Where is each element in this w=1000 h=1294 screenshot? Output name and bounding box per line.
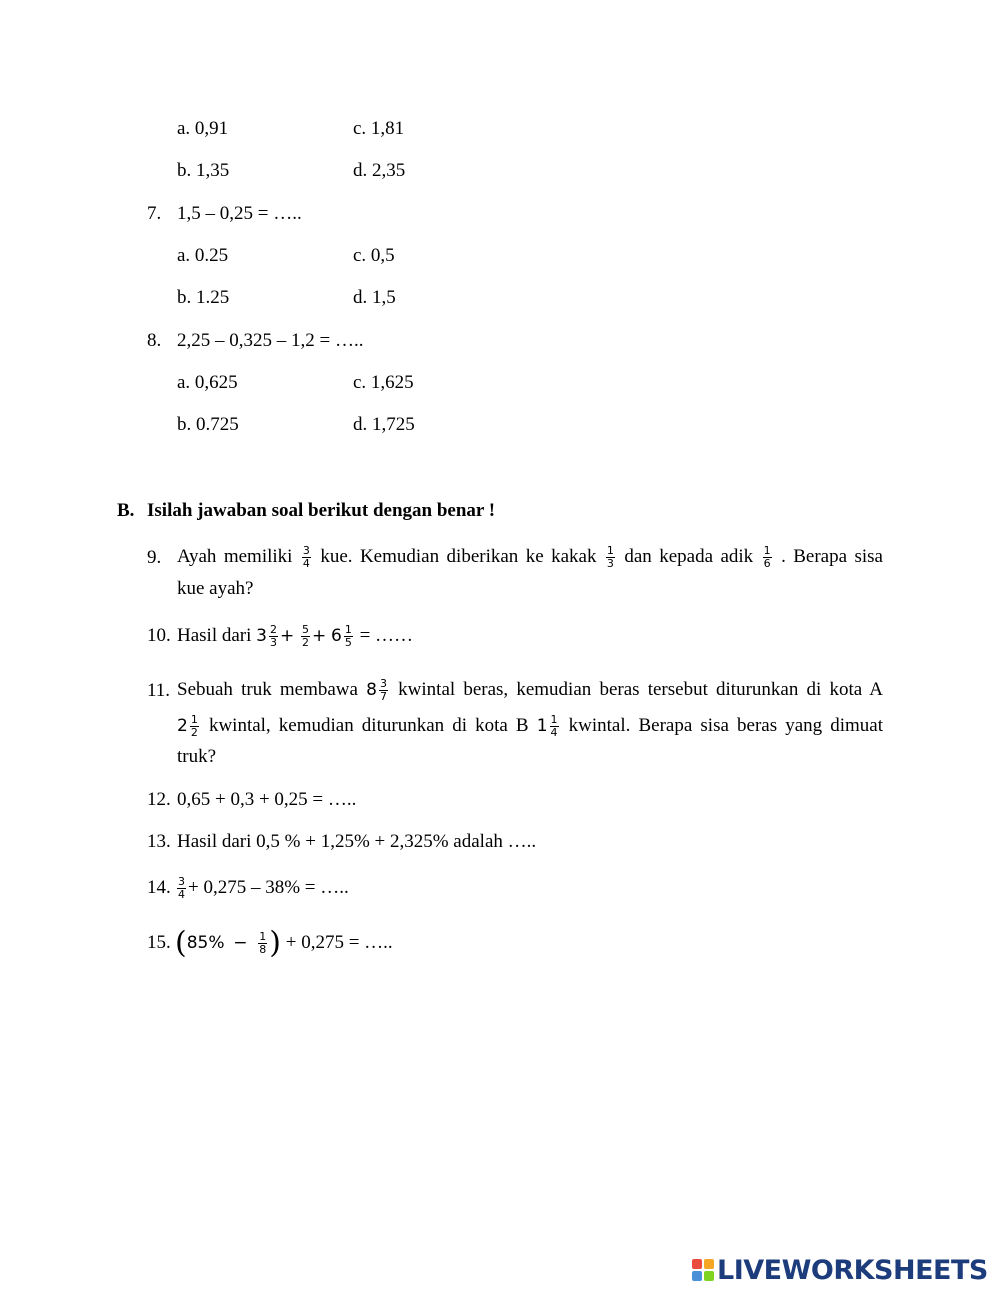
- q6-option-b: b. 1,35: [177, 160, 230, 181]
- q10-number: 10.: [147, 625, 171, 646]
- q8-option-d: d. 1,725: [353, 414, 415, 435]
- q13-text: Hasil dari 0,5 % + 1,25% + 2,325% adalah …..: [177, 831, 537, 852]
- q14-number: 14.: [147, 877, 171, 898]
- q6-option-c: c. 1,81: [353, 118, 405, 139]
- q9-line2: kue ayah?: [177, 578, 254, 599]
- logo-icon: [692, 1259, 714, 1281]
- q11-line3: truk?: [177, 746, 217, 767]
- q7-option-c: c. 0,5: [353, 245, 395, 266]
- q9-fraction-2: $\frac{1}{3}$: [606, 544, 614, 571]
- q7-option-b: b. 1.25: [177, 287, 230, 308]
- q10-fraction-1: $\frac{2}{3}$: [269, 623, 277, 650]
- q9-number: 9.: [147, 547, 162, 568]
- section-b-title: Isilah jawaban soal berikut dengan benar !: [147, 500, 496, 521]
- q7-number: 7.: [147, 203, 162, 224]
- q9-fraction-3: $\frac{1}{6}$: [763, 544, 771, 571]
- q7-text: 1,5 – 0,25 = …..: [177, 203, 302, 224]
- q9-fraction-1: $\frac{3}{4}$: [302, 544, 310, 571]
- section-b-letter: B.: [117, 500, 135, 521]
- q15-fraction: $\frac{1}{8}$: [259, 930, 267, 957]
- q7-option-a: a. 0.25: [177, 245, 229, 266]
- q10-fraction-3: $\frac{1}{5}$: [344, 623, 352, 650]
- q11-fraction-1: $\frac{3}{7}$: [379, 677, 387, 704]
- q9-line1: Ayah memiliki $\frac{3}{4}$ kue. Kemudian diberikan ke kakak $\frac{1}{3}$ dan kepada adik $\frac{1}{6}$ . Berapa sisa: [177, 544, 883, 571]
- q11-line1: Sebuah truk membawa 8 $\frac{3}{7}$ kwintal beras, kemudian beras tersebut diturunkan di kota A: [177, 677, 884, 704]
- q14-text: $\frac{3}{4}$ + 0,275 – 38% = …..: [178, 875, 349, 902]
- q15-text: (85% − $\frac{1}{8}$ ) + 0,275 = …..: [175, 925, 393, 961]
- logo-text: LIVEWORKSHEETS: [717, 1254, 988, 1286]
- q13-number: 13.: [147, 831, 171, 852]
- q7-option-d: d. 1,5: [353, 287, 396, 308]
- q14-fraction: $\frac{3}{4}$: [178, 875, 185, 902]
- q6-option-a: a. 0,91: [177, 118, 229, 139]
- q8-option-c: c. 1,625: [353, 372, 414, 393]
- liveworksheets-logo: [692, 1254, 988, 1286]
- q8-option-a: a. 0,625: [177, 372, 238, 393]
- q6-option-d: d. 2,35: [353, 160, 406, 181]
- q11-number: 11.: [147, 680, 171, 701]
- q8-number: 8.: [147, 330, 162, 351]
- q12-number: 12.: [147, 789, 171, 810]
- q10-text: Hasil dari 3 $\frac{2}{3}$ + $\frac{5}{2}$ + 6 $\frac{1}{5}$ = ……: [177, 623, 414, 650]
- q8-text: 2,25 – 0,325 – 1,2 = …..: [177, 330, 364, 351]
- q8-option-b: b. 0.725: [177, 414, 239, 435]
- q12-text: 0,65 + 0,3 + 0,25 = …..: [177, 789, 357, 810]
- q11-fraction-3: $\frac{1}{4}$: [550, 713, 558, 740]
- q11-fraction-2: $\frac{1}{2}$: [190, 713, 198, 740]
- q11-line2: 2 $\frac{1}{2}$ kwintal, kemudian diturunkan di kota B 1 $\frac{1}{4}$ kwintal. Berapa sisa beras yang dimuat: [177, 713, 884, 740]
- q15-number: 15.: [147, 932, 171, 953]
- q10-fraction-2: $\frac{5}{2}$: [301, 623, 309, 650]
